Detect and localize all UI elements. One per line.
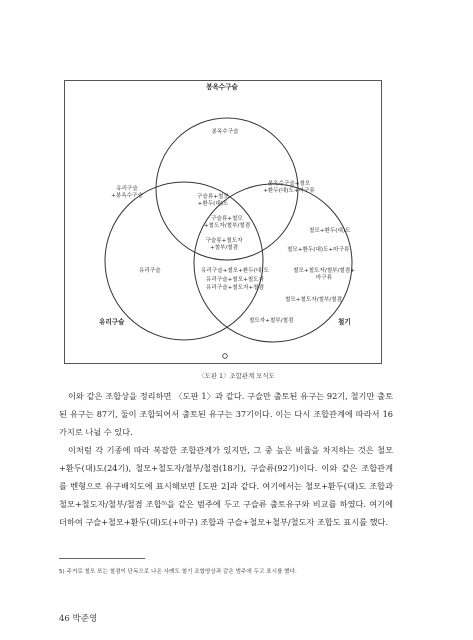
label-gusl-cheolmo-hwan: 구슬류+철모 +환두(대)도 [197, 194, 229, 207]
label-cheolmo-hwan: 철모+환두(대)도 [309, 228, 351, 234]
footnote: 5) 주거로 철모 또는 철겸이 단독으로 나온 사례도 철기 조합양상과 같은 범주에 두고 표시를 했다. [59, 569, 297, 575]
label-gusl-cheolmo-do: 구슬류+철모 +철도자/철부/철겸 [203, 216, 251, 229]
label-bong-jeol-hwan: 봉옥수구슬+철모 +환두(대)도+마구류 [263, 181, 315, 194]
label-cheolmo-doja: 철모+철도자/철부/철겸 [285, 297, 343, 303]
label-cheolmo-full: 철모+철도자/철부/철겸+ 마구류 [293, 268, 355, 281]
venn-diagram [64, 80, 382, 364]
body-paragraph-2: 이처럼 각 기종에 따라 복잡한 조합관계가 있지만, 그 중 높은 비율을 차지하는 것은 철모+환두(대)도(24기), 철모+철도자/철부/철겸(18기), 구슬류(92기)이다. 이와 같은 조합관계를 벤형으로 유구배치도에 표시해보면 [도판 2]과 같다. 여기에서는 철모+환두(대)도 조합과 철모+철도자/철부/철겸 조합⁵⁾을 같은 범주에 두고 구슬류 출토유구와 비교를 하였다. 여기에 더하여 구슬+철모+환두(대)도(+마구) 조합과 구슬+철모+철부/철도자 조합도 표시를 했다. [59, 445, 393, 527]
label-bongok: 봉옥수구슬 [211, 129, 239, 135]
label-center-group: 유리구슬+철모+환두(대)도 유리구슬+철모+철도자 유리구슬+철도자+철겸 [201, 268, 269, 292]
body-paragraph-1: 이와 같은 조합상을 정리하면 〈도판 1〉과 같다. 구슬만 출토된 유구는 92기, 철기만 출토된 유구는 87기, 둘이 조합되어서 출토된 유구는 37기이다. 이는 다시 조합관계에 따라서 16가지로 나뉠 수 있다. [59, 391, 393, 437]
bottom-marker [223, 354, 228, 359]
label-yuri-bold: 유리구슬 [99, 318, 125, 326]
circle-yuri-gusl [105, 182, 263, 340]
label-gusl-cheoldoja: 구슬류+철도자 +철부/철겸 [205, 238, 243, 251]
diagram-title: 봉옥수구슬 [206, 83, 238, 91]
label-doja-bu: 철도자+철부/철겸 [249, 318, 294, 324]
footnote-rule [59, 558, 145, 559]
figure-caption: 〈도판 1〉조합관계 모식도 [198, 372, 275, 380]
label-cheolmo-hwan-magu: 철모+환두(대)도+마구류 [287, 247, 350, 253]
page-folio: 46 박준영 [59, 614, 98, 624]
label-yuri: 유리구슬 [139, 268, 161, 274]
label-cheolgi-bold: 철기 [338, 318, 351, 326]
label-yuri-bong: 유리구슬 +봉옥수구슬 [111, 186, 143, 199]
